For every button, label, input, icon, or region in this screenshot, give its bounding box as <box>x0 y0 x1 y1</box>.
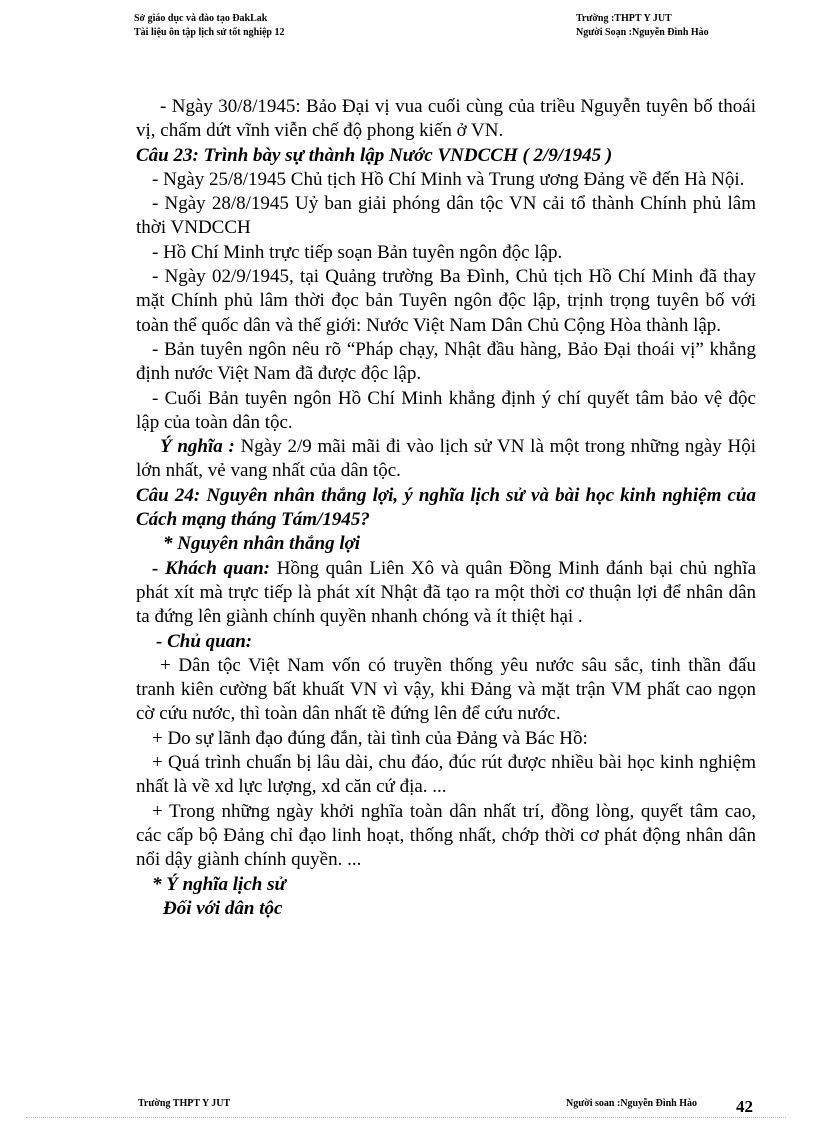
header-school: Trường :THPT Y JUT <box>576 13 672 24</box>
header-left <box>134 12 284 40</box>
paragraph-objective-causes <box>136 557 756 630</box>
paragraph-party-leadership: + Do sự lãnh đạo đúng đắn, tài tình của Đảng và Bác Hồ: <box>152 727 588 749</box>
paragraph-drafting-declaration: - Hồ Chí Minh trực tiếp soạn Bản tuyên ngôn độc lập. <box>152 241 563 263</box>
document-body <box>136 95 756 921</box>
paragraph-declaration-ending: - Cuối Bản tuyên ngôn Hồ Chí Minh khẳng định ý chí quyết tâm bảo vệ độc lập của toàn dân tộc. <box>136 387 756 433</box>
paragraph-abdication: - Ngày 30/8/1945: Bảo Đại vị vua cuối cùng của triều Nguyễn tuyên bố thoái vị, chấm dứt vĩnh viễn chế độ phong kiến ở VN. <box>136 96 756 142</box>
header-right <box>576 12 709 40</box>
paragraph-significance <box>136 435 756 484</box>
header-document-title: Tài liệu ôn tập lịch sử tốt nghiệp 12 <box>134 27 285 38</box>
objective-text: Hồng quân Liên Xô và quân Đồng Minh đánh bại chủ nghĩa phát xít mà trực tiếp là phát xít Nhật đã tạo ra một thời cơ thuận lợi để nhân dân ta đứng lên giành chính quyền nhanh chóng và ít thiệt hại . <box>136 557 757 628</box>
section-for-the-nation: Đối với dân tộc <box>163 897 283 919</box>
paragraph-declaration-content: - Bản tuyên ngôn nêu rõ “Pháp chạy, Nhật đầu hàng, Bảo Đại thoái vị” khẳng định nước Việt Nam đã được độc lập. <box>136 338 756 385</box>
paragraph-patriotic-tradition: + Dân tộc Việt Nam vốn có truyền thống yêu nước sâu sắc, tinh thần đấu tranh kiên cường bất khuất VN vì vậy, khi Đảng và mặt trận VM phất cao ngọn cờ cứu nước, thì toàn dân nhất tề đứng lên để cứu nước. <box>136 654 756 725</box>
paragraph-preparation: + Quá trình chuẩn bị lâu dài, chu đáo, đúc rút được nhiều bài học kinh nghiệm nhất là về xd lực lượng, xd căn cứ địa. ... <box>136 752 756 798</box>
objective-label: - Khách quan: <box>152 557 270 579</box>
footer-rule <box>26 1117 786 1118</box>
section-subjective-causes: - Chủ quan: <box>156 630 253 652</box>
paragraph-ba-dinh-declaration: - Ngày 02/9/1945, tại Quảng trường Ba Đình, Chủ tịch Hồ Chí Minh đã thay mặt Chính phủ lâm thời đọc bản Tuyên ngôn độc lập, trịnh trọng tuyên bố với toàn thể quốc dân và thế giới: Nước Việt Nam Dân Chủ Cộng Hòa thành lập. <box>136 266 756 336</box>
section-historical-significance: * Ý nghĩa lịch sử <box>152 873 286 895</box>
paragraph-arrival-hanoi: - Ngày 25/8/1945 Chủ tịch Hồ Chí Minh và Trung ương Đảng về đến Hà Nội. <box>152 168 745 190</box>
significance-text: Ngày 2/9 mãi mãi đi vào lịch sử VN là một trong những ngày Hội lớn nhất, vẻ vang nhất của dân tộc. <box>136 436 756 482</box>
page-number: 42 <box>736 1097 753 1116</box>
section-victory-causes: * Nguyên nhân thắng lợi <box>163 533 361 555</box>
question-23-heading: Câu 23: Trình bày sự thành lập Nước VNDCCH ( 2/9/1945 ) <box>136 144 613 166</box>
footer-school: Trường THPT Y JUT <box>138 1098 231 1109</box>
paragraph-provisional-government: - Ngày 28/8/1945 Uỷ ban giải phóng dân tộc VN cải tổ thành Chính phủ lâm thời VNDCCH <box>136 193 756 239</box>
question-24-heading: Câu 24: Nguyên nhân thắng lợi, ý nghĩa lịch sử và bài học kinh nghiệm của Cách mạng tháng Tám/1945? <box>136 484 756 531</box>
header-department: Sở giáo dục và đào tạo ĐakLak <box>134 13 268 24</box>
header-author: Người Soạn :Nguyễn Đình Hào <box>576 27 709 38</box>
footer-author: Người soan :Nguyễn Đình Hào <box>566 1098 698 1109</box>
significance-label: Ý nghĩa : <box>160 436 235 458</box>
paragraph-uprising-days: + Trong những ngày khởi nghĩa toàn dân nhất trí, đồng lòng, quyết tâm cao, các cấp bộ Đảng chỉ đạo linh hoạt, thống nhất, chớp thời cơ phát động nhân dân nổi dậy giành chính quyền. ... <box>136 800 756 871</box>
